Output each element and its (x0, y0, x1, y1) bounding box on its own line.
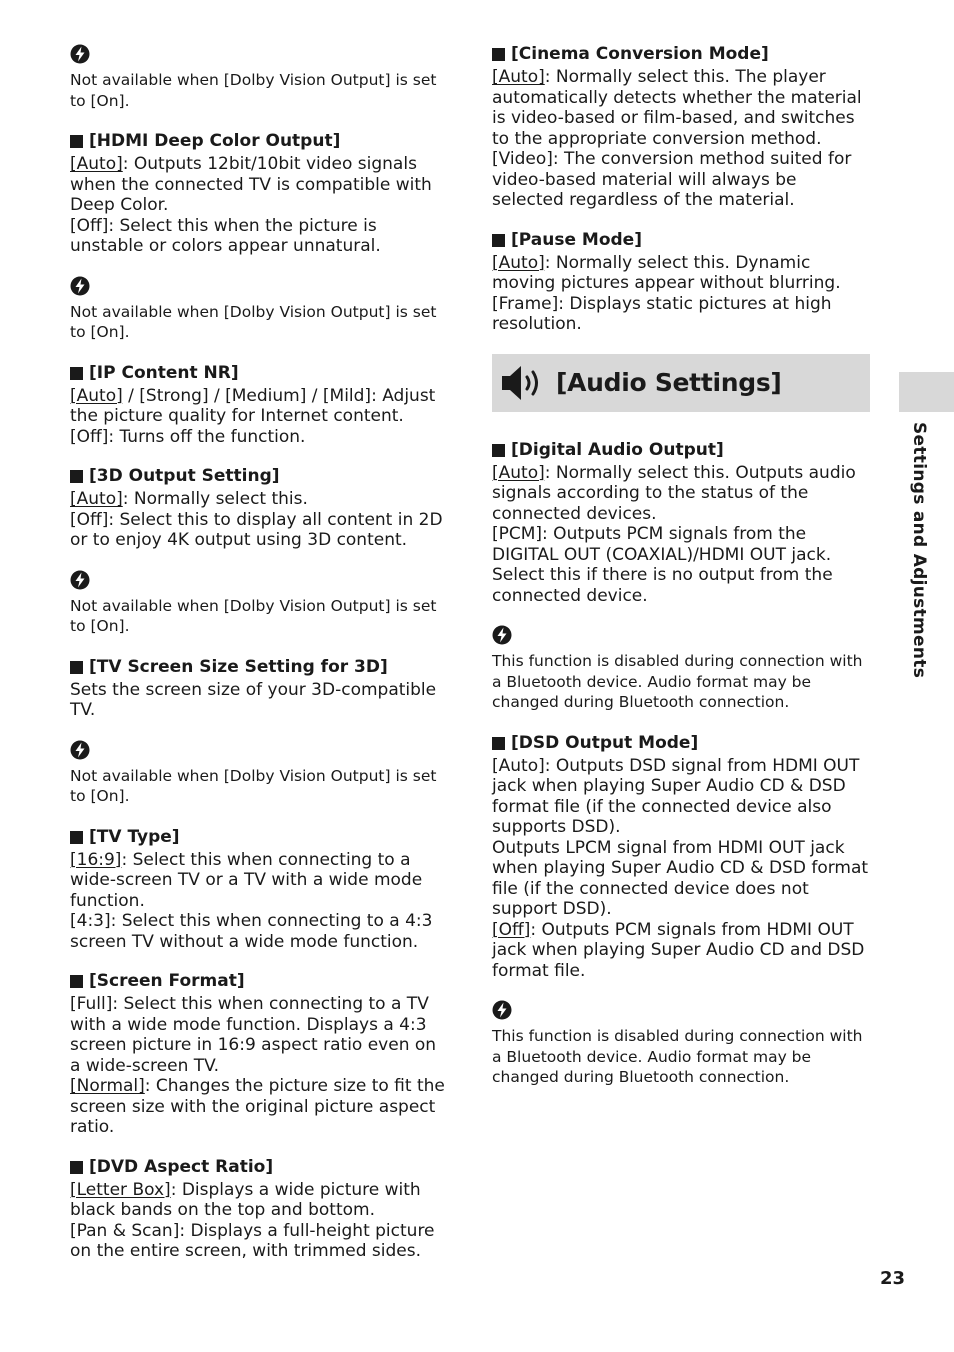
setting-block (492, 440, 870, 607)
side-chapter-label: Settings and Adjustments (909, 422, 929, 679)
note (492, 625, 870, 713)
square-bullet-icon (70, 135, 83, 148)
setting-title (70, 657, 450, 678)
setting-description (70, 1180, 450, 1221)
option-text: [Full]: Select this when connecting to a TV with a wide mode function. Displays a 4:3 screen picture in 16:9 aspect ratio even on a wide-screen TV. (70, 994, 437, 1076)
option-text: [Pan & Scan]: Displays a full-height picture on the entire screen, with trimmed sides. (70, 1220, 435, 1261)
setting-description (70, 510, 450, 551)
option-text: : Normally select this. Outputs audio signals according to the status of the connected devices. (492, 462, 856, 524)
setting-title (70, 827, 450, 848)
square-bullet-icon (70, 831, 83, 844)
default-option: [Auto] (70, 489, 123, 509)
default-option: [Auto] (70, 385, 123, 406)
note-text: Not available when [Dolby Vision Output] is set to [On]. (70, 302, 437, 341)
option-text: Sets the screen size of your 3D-compatible TV. (70, 679, 437, 720)
setting-description (70, 1221, 450, 1262)
right-column-bottom (492, 440, 870, 1088)
audio-settings-header (492, 354, 870, 412)
note-icon (70, 740, 90, 760)
note (70, 570, 450, 637)
setting-description (70, 154, 450, 216)
section-title: [Audio Settings] (556, 368, 782, 397)
default-option: [Auto] (492, 462, 545, 483)
option-text: : Normally select this. (122, 489, 308, 509)
page-number: 23 (880, 1268, 906, 1289)
square-bullet-icon (70, 661, 83, 674)
setting-description (492, 463, 870, 525)
square-bullet-icon (492, 234, 505, 247)
default-option: [Normal] (70, 1076, 145, 1096)
setting-block (492, 733, 870, 982)
setting-block (70, 131, 450, 257)
setting-title (492, 733, 870, 754)
setting-title (70, 971, 450, 992)
setting-description (70, 386, 450, 427)
default-option: [Off] (492, 919, 531, 940)
option-text: : Select this when connecting to a wide-screen TV or a TV with a wide mode function. (70, 849, 423, 911)
option-text: : Changes the picture size to fit the screen size with the original picture aspect ratio. (70, 1076, 445, 1137)
setting-title (492, 44, 870, 65)
note-icon (70, 276, 90, 296)
note (70, 740, 450, 807)
square-bullet-icon (70, 470, 83, 483)
right-column (492, 44, 870, 1108)
default-option: [16:9] (70, 849, 122, 870)
option-text: : Normally select this. The player automatically detects whether the material is video-based or film-based, and switches to the appropriate conversion method. (492, 67, 862, 149)
option-text: [Off]: Turns off the function. (70, 426, 306, 447)
speaker-icon (500, 363, 546, 403)
note-icon (70, 44, 90, 64)
setting-description (492, 838, 870, 920)
setting-title-text: [Pause Mode] (511, 229, 642, 250)
default-option: [Auto] (492, 67, 545, 87)
setting-block (70, 971, 450, 1138)
setting-description (492, 524, 870, 606)
setting-description (492, 253, 870, 294)
note-text: Not available when [Dolby Vision Output] is set to [On]. (70, 766, 437, 805)
setting-title-text: [DSD Output Mode] (511, 732, 699, 753)
default-option: [Letter Box] (70, 1179, 171, 1200)
option-text: [Frame]: Displays static pictures at high resolution. (492, 293, 832, 334)
setting-title (70, 131, 450, 152)
setting-block (70, 1157, 450, 1262)
option-text: [4:3]: Select this when connecting to a 4:3 screen TV without a wide mode function. (70, 911, 433, 952)
setting-description (70, 1076, 450, 1138)
option-text: [Off]: Select this to display all content in 2D or to enjoy 4K output using 3D content. (70, 509, 443, 550)
note-icon (492, 625, 512, 645)
setting-description (492, 920, 870, 982)
note-text: This function is disabled during connection with a Bluetooth device. Audio format may be changed during Bluetooth connection. (492, 652, 863, 711)
default-option: [Auto] (70, 154, 123, 174)
option-text: : Outputs PCM signals from HDMI OUT jack when playing Super Audio CD and DSD format file. (492, 919, 865, 981)
option-text: [Video]: The conversion method suited for video-based material will always be selected regardless of the material. (492, 149, 852, 210)
option-text: [Auto]: Outputs DSD signal from HDMI OUT jack when playing Super Audio CD & DSD format file (if the connected device also supports DSD). (492, 755, 860, 837)
setting-title (70, 1157, 450, 1178)
setting-title-text: [TV Screen Size Setting for 3D] (89, 656, 388, 677)
square-bullet-icon (70, 367, 83, 380)
setting-description (70, 427, 450, 448)
option-text: : Displays a wide picture with black bands on the top and bottom. (70, 1179, 421, 1220)
setting-block (70, 657, 450, 721)
setting-block (70, 827, 450, 953)
setting-title-text: [Screen Format] (89, 971, 245, 991)
setting-title-text: [Digital Audio Output] (511, 439, 724, 460)
setting-description (70, 680, 450, 721)
setting-description (70, 911, 450, 952)
option-text: : Normally select this. Dynamic moving pictures appear without blurring. (492, 252, 841, 293)
note (70, 276, 450, 343)
note (70, 44, 450, 111)
square-bullet-icon (70, 1161, 83, 1174)
setting-title-text: [DVD Aspect Ratio] (89, 1156, 274, 1177)
setting-block (492, 44, 870, 211)
left-column (70, 44, 450, 1281)
note-icon (70, 570, 90, 590)
setting-title (70, 363, 450, 384)
setting-description (492, 149, 870, 211)
setting-title-text: [IP Content NR] (89, 362, 239, 383)
option-text: [Off]: Select this when the picture is unstable or colors appear unnatural. (70, 215, 381, 256)
side-tab (899, 372, 954, 412)
option-text: : Outputs 12bit/10bit video signals when the connected TV is compatible with Deep Color. (70, 154, 432, 215)
setting-title (492, 230, 870, 251)
setting-block (70, 466, 450, 551)
option-text: / [Strong] / [Medium] / [Mild]: Adjust the picture quality for Internet content. (70, 385, 436, 426)
setting-title-text: [HDMI Deep Color Output] (89, 131, 341, 151)
default-option: [Auto] (492, 252, 545, 273)
setting-description (70, 994, 450, 1076)
square-bullet-icon (492, 48, 505, 61)
setting-description (70, 489, 450, 510)
setting-title (492, 440, 870, 461)
setting-description (492, 756, 870, 838)
setting-title (70, 466, 450, 487)
right-column-top (492, 44, 870, 335)
setting-block (70, 363, 450, 448)
setting-title-text: [Cinema Conversion Mode] (511, 44, 769, 64)
setting-block (492, 230, 870, 335)
note (492, 1000, 870, 1088)
note-icon (492, 1000, 512, 1020)
square-bullet-icon (492, 737, 505, 750)
option-text: [PCM]: Outputs PCM signals from the DIGITAL OUT (COAXIAL)/HDMI OUT jack. Select this if there is no output from the connected device. (492, 524, 833, 606)
note-text: Not available when [Dolby Vision Output] is set to [On]. (70, 71, 437, 110)
square-bullet-icon (70, 975, 83, 988)
note-text: Not available when [Dolby Vision Output] is set to [On]. (70, 596, 437, 635)
setting-title-text: [TV Type] (89, 826, 180, 847)
setting-description (70, 216, 450, 257)
option-text: Outputs LPCM signal from HDMI OUT jack when playing Super Audio CD & DSD format file (if the connected device does not support DSD). (492, 837, 869, 919)
setting-description (70, 850, 450, 912)
setting-title-text: [3D Output Setting] (89, 466, 280, 486)
setting-description (492, 67, 870, 149)
setting-description (492, 294, 870, 335)
note-text: This function is disabled during connection with a Bluetooth device. Audio format may be changed during Bluetooth connection. (492, 1027, 863, 1086)
square-bullet-icon (492, 444, 505, 457)
